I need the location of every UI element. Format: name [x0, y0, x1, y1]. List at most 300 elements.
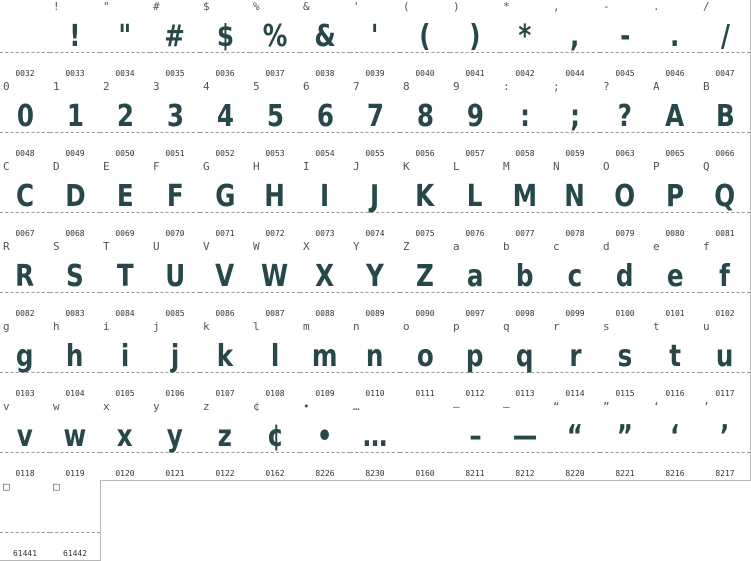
- glyph-preview-text: o: [416, 339, 434, 374]
- glyph-preview: [50, 174, 100, 212]
- glyph-cell-0079[interactable]: [600, 160, 651, 241]
- glyph-cell-0038[interactable]: [300, 0, 351, 81]
- glyph-preview: [0, 334, 50, 372]
- glyph-cell-0073[interactable]: [300, 160, 351, 241]
- glyph-cell-0088[interactable]: [300, 240, 351, 321]
- character-label: !: [53, 0, 60, 13]
- glyph-preview-text: X: [315, 259, 335, 294]
- character-code: 8217: [715, 469, 735, 478]
- glyph-preview: [600, 174, 650, 212]
- character-label: o: [403, 320, 410, 333]
- character-label: ?: [603, 80, 610, 93]
- glyph-preview: [550, 334, 600, 372]
- glyph-preview: [350, 254, 400, 292]
- glyph-preview-text: 9: [466, 99, 484, 134]
- glyph-preview: [350, 94, 400, 132]
- glyph-preview: [0, 254, 50, 292]
- glyph-cell-0112[interactable]: [450, 320, 501, 401]
- glyph-cell-0078[interactable]: [550, 160, 601, 241]
- character-code: 0054: [315, 149, 335, 158]
- glyph-preview: [600, 414, 650, 452]
- character-code: 61442: [62, 549, 88, 558]
- glyph-cell-0053[interactable]: [250, 80, 301, 161]
- glyph-cell-0077[interactable]: [500, 160, 551, 241]
- character-label: e: [653, 240, 660, 253]
- character-label: d: [603, 240, 610, 253]
- glyph-cell-0117[interactable]: [700, 320, 751, 401]
- glyph-cell-8216[interactable]: [650, 400, 701, 481]
- glyph-preview-text: (: [419, 19, 431, 54]
- glyph-preview-text: s: [617, 339, 633, 374]
- glyph-preview: [0, 94, 50, 132]
- glyph-preview-text: 7: [366, 99, 384, 134]
- character-code: 0101: [665, 309, 685, 318]
- glyph-cell-0097[interactable]: [450, 240, 501, 321]
- glyph-preview: [0, 414, 50, 452]
- glyph-preview: [300, 14, 350, 52]
- glyph-preview-text: z: [217, 419, 233, 454]
- glyph-cell-0040[interactable]: [400, 0, 451, 81]
- glyph-cell-0109[interactable]: [300, 320, 351, 401]
- character-code: 0055: [365, 149, 385, 158]
- glyph-cell-0055[interactable]: [350, 80, 401, 161]
- character-label: y: [153, 400, 160, 413]
- character-code: 0063: [615, 149, 635, 158]
- character-code: 0114: [565, 389, 585, 398]
- glyph-preview-text: f: [719, 259, 731, 294]
- character-label: (: [403, 0, 410, 13]
- character-code: 0089: [365, 309, 385, 318]
- glyph-cell-0108[interactable]: [250, 320, 301, 401]
- glyph-preview: [450, 414, 500, 452]
- glyph-preview-text: ¢: [266, 419, 284, 454]
- glyph-cell-0063[interactable]: [600, 80, 651, 161]
- glyph-cell-0121[interactable]: [150, 400, 201, 481]
- character-label: a: [453, 240, 460, 253]
- glyph-cell-0118[interactable]: [0, 400, 51, 481]
- character-code: 0108: [265, 389, 285, 398]
- glyph-preview-text: $: [216, 19, 234, 54]
- glyph-cell-0160[interactable]: [400, 400, 451, 481]
- character-code: 0059: [565, 149, 585, 158]
- glyph-preview: [150, 414, 200, 452]
- character-label: g: [3, 320, 10, 333]
- character-code: 0042: [515, 69, 535, 78]
- character-code: 0081: [715, 229, 735, 238]
- character-code: 0119: [65, 469, 85, 478]
- glyph-preview: [200, 174, 250, 212]
- glyph-cell-0036[interactable]: [200, 0, 251, 81]
- character-label: 8: [403, 80, 410, 93]
- glyph-preview: [700, 174, 750, 212]
- character-label: 2: [103, 80, 110, 93]
- character-code: 0071: [215, 229, 235, 238]
- glyph-preview: [450, 174, 500, 212]
- character-label: B: [703, 80, 710, 93]
- glyph-preview-text: A: [665, 99, 685, 134]
- glyph-cell-0056[interactable]: [400, 80, 451, 161]
- glyph-preview-text: R: [15, 259, 35, 294]
- character-label: L: [453, 160, 460, 173]
- character-label: 4: [203, 80, 210, 93]
- character-label: M: [503, 160, 510, 173]
- glyph-cell-0103[interactable]: [0, 320, 51, 401]
- glyph-preview-text: .: [670, 19, 680, 54]
- character-code: 0038: [315, 69, 335, 78]
- character-code: 0036: [215, 69, 235, 78]
- glyph-cell-0044[interactable]: [550, 0, 601, 81]
- character-label: p: [453, 320, 460, 333]
- glyph-preview: [450, 334, 500, 372]
- glyph-cell-8212[interactable]: [500, 400, 551, 481]
- glyph-cell-0067[interactable]: [0, 160, 51, 241]
- character-label: l: [253, 320, 260, 333]
- glyph-preview-text: m: [312, 339, 338, 374]
- glyph-cell-0059[interactable]: [550, 80, 601, 161]
- character-label: ": [103, 0, 110, 13]
- glyph-preview-text: #: [164, 19, 186, 54]
- glyph-preview-text: e: [666, 259, 684, 294]
- character-code: 0033: [65, 69, 85, 78]
- glyph-preview-text: ': [371, 19, 379, 54]
- character-code: 0072: [265, 229, 285, 238]
- glyph-preview: [200, 334, 250, 372]
- glyph-preview: [250, 94, 300, 132]
- glyph-cell-0082[interactable]: [0, 240, 51, 321]
- glyph-preview: [550, 254, 600, 292]
- glyph-cell-0106[interactable]: [150, 320, 201, 401]
- glyph-cell-0037[interactable]: [250, 0, 301, 81]
- glyph-cell-8211[interactable]: [450, 400, 501, 481]
- glyph-preview-text: p: [466, 339, 484, 374]
- glyph-preview: [400, 174, 450, 212]
- character-label: ¢: [253, 400, 260, 413]
- glyph-cell-0102[interactable]: [700, 240, 751, 321]
- character-code: 8220: [565, 469, 585, 478]
- glyph-cell-0089[interactable]: [350, 240, 401, 321]
- glyph-cell-0115[interactable]: [600, 320, 651, 401]
- glyph-cell-0070[interactable]: [150, 160, 201, 241]
- character-code: 0088: [315, 309, 335, 318]
- glyph-preview: [400, 334, 450, 372]
- glyph-preview: [300, 254, 350, 292]
- glyph-cell-0066[interactable]: [700, 80, 751, 161]
- glyph-preview: [150, 174, 200, 212]
- glyph-cell-0065[interactable]: [650, 80, 701, 161]
- glyph-cell-0075[interactable]: [400, 160, 451, 241]
- glyph-preview: [350, 414, 400, 452]
- glyph-cell-0114[interactable]: [550, 320, 601, 401]
- glyph-preview: [250, 334, 300, 372]
- character-code: 0109: [315, 389, 335, 398]
- glyph-preview: [0, 174, 50, 212]
- glyph-preview-text: g: [16, 339, 34, 374]
- glyph-preview-text: b: [516, 259, 534, 294]
- character-label: j: [153, 320, 160, 333]
- character-code: 0118: [15, 469, 35, 478]
- character-code: 0102: [715, 309, 735, 318]
- glyph-cell-0039[interactable]: [350, 0, 401, 81]
- glyph-cell-0076[interactable]: [450, 160, 501, 241]
- character-label: –: [453, 400, 460, 413]
- glyph-preview-text: ”: [616, 419, 634, 454]
- glyph-preview: [450, 14, 500, 52]
- glyph-cell-0101[interactable]: [650, 240, 701, 321]
- glyph-cell-0074[interactable]: [350, 160, 401, 241]
- character-label: ‘: [653, 400, 660, 413]
- glyph-cell-8220[interactable]: [550, 400, 601, 481]
- character-code: 0034: [115, 69, 135, 78]
- character-label: -: [603, 0, 610, 13]
- glyph-cell-0081[interactable]: [700, 160, 751, 241]
- glyph-cell-0122[interactable]: [200, 400, 251, 481]
- glyph-cell-0072[interactable]: [250, 160, 301, 241]
- glyph-cell-0080[interactable]: [650, 160, 701, 241]
- glyph-cell-0099[interactable]: [550, 240, 601, 321]
- character-label: P: [653, 160, 660, 173]
- character-label: ': [353, 0, 360, 13]
- glyph-preview: [600, 14, 650, 52]
- glyph-preview-text: E: [116, 179, 134, 214]
- character-label: #: [153, 0, 160, 13]
- glyph-preview: [700, 254, 750, 292]
- glyph-preview-text: c: [567, 259, 583, 294]
- glyph-cell-0054[interactable]: [300, 80, 351, 161]
- glyph-preview-text: k: [216, 339, 234, 374]
- glyph-preview-text: &: [314, 19, 336, 54]
- glyph-cell-61442[interactable]: [50, 480, 101, 561]
- character-code: 0068: [65, 229, 85, 238]
- glyph-cell-0119[interactable]: [50, 400, 101, 481]
- glyph-cell-0110[interactable]: [350, 320, 401, 401]
- glyph-preview-text: M: [512, 179, 538, 214]
- character-label: D: [53, 160, 60, 173]
- glyph-preview-text: j: [170, 339, 180, 374]
- glyph-preview: [200, 254, 250, 292]
- glyph-cell-0057[interactable]: [450, 80, 501, 161]
- glyph-preview-text: N: [564, 179, 586, 214]
- glyph-preview: [550, 94, 600, 132]
- glyph-preview-text: ;: [570, 99, 580, 134]
- character-code: 0066: [715, 149, 735, 158]
- character-label: i: [103, 320, 110, 333]
- glyph-preview-text: x: [117, 419, 133, 454]
- character-code: 0162: [265, 469, 285, 478]
- glyph-cell-0032[interactable]: [0, 0, 51, 81]
- glyph-cell-0100[interactable]: [600, 240, 651, 321]
- glyph-preview-text: ,: [570, 19, 580, 54]
- glyph-preview-text: ‘: [670, 419, 680, 454]
- glyph-preview-text: 6: [316, 99, 334, 134]
- glyph-cell-0083[interactable]: [50, 240, 101, 321]
- glyph-cell-8217[interactable]: [700, 400, 751, 481]
- character-code: 0099: [565, 309, 585, 318]
- glyph-cell-0084[interactable]: [100, 240, 151, 321]
- character-code: 0080: [665, 229, 685, 238]
- character-code: 0112: [465, 389, 485, 398]
- glyph-preview: [50, 14, 100, 52]
- glyph-preview: [200, 94, 250, 132]
- glyph-preview: [650, 14, 700, 52]
- glyph-cell-0086[interactable]: [200, 240, 251, 321]
- glyph-preview-text: %: [262, 19, 288, 54]
- glyph-preview-text: —: [512, 419, 538, 454]
- glyph-preview: [400, 14, 450, 52]
- glyph-preview: [500, 174, 550, 212]
- glyph-preview: [500, 254, 550, 292]
- character-code: 8211: [465, 469, 485, 478]
- character-code: 0105: [115, 389, 135, 398]
- glyph-preview-text: v: [16, 419, 34, 454]
- glyph-preview-text: 8: [416, 99, 434, 134]
- glyph-preview-text: Q: [714, 179, 736, 214]
- glyph-preview: [150, 334, 200, 372]
- glyph-preview: [50, 254, 100, 292]
- character-code: 0106: [165, 389, 185, 398]
- character-label: Y: [353, 240, 360, 253]
- glyph-preview-text: a: [466, 259, 484, 294]
- glyph-preview: [700, 94, 750, 132]
- glyph-cell-0104[interactable]: [50, 320, 101, 401]
- character-label: *: [503, 0, 510, 13]
- glyph-cell-0033[interactable]: [50, 0, 101, 81]
- glyph-cell-8230[interactable]: [350, 400, 401, 481]
- glyph-cell-0048[interactable]: [0, 80, 51, 161]
- character-label: R: [3, 240, 10, 253]
- character-label: Q: [703, 160, 710, 173]
- glyph-preview: [450, 254, 500, 292]
- glyph-cell-0041[interactable]: [450, 0, 501, 81]
- glyph-cell-0046[interactable]: [650, 0, 701, 81]
- character-code: 0070: [165, 229, 185, 238]
- character-code: 8216: [665, 469, 685, 478]
- glyph-cell-0045[interactable]: [600, 0, 651, 81]
- character-code: 0083: [65, 309, 85, 318]
- character-code: 0040: [415, 69, 435, 78]
- glyph-preview-text: P: [665, 179, 685, 214]
- glyph-cell-0049[interactable]: [50, 80, 101, 161]
- glyph-cell-0042[interactable]: [500, 0, 551, 81]
- glyph-preview: [100, 414, 150, 452]
- glyph-cell-0069[interactable]: [100, 160, 151, 241]
- glyph-cell-0052[interactable]: [200, 80, 251, 161]
- character-code: 8221: [615, 469, 635, 478]
- character-label: F: [153, 160, 160, 173]
- character-label: E: [103, 160, 110, 173]
- glyph-preview-text: J: [370, 179, 380, 214]
- character-label: J: [353, 160, 360, 173]
- glyph-cell-0111[interactable]: [400, 320, 451, 401]
- glyph-cell-0120[interactable]: [100, 400, 151, 481]
- glyph-preview-text: D: [64, 179, 86, 214]
- glyph-preview: [50, 414, 100, 452]
- glyph-cell-0071[interactable]: [200, 160, 251, 241]
- glyph-preview: [150, 94, 200, 132]
- glyph-preview: [100, 94, 150, 132]
- glyph-preview-text: w: [63, 419, 87, 454]
- glyph-cell-0085[interactable]: [150, 240, 201, 321]
- glyph-cell-0051[interactable]: [150, 80, 201, 161]
- glyph-cell-0116[interactable]: [650, 320, 701, 401]
- glyph-preview-text: t: [669, 339, 681, 374]
- glyph-preview-text: L: [467, 179, 483, 214]
- glyph-preview-text: y: [166, 419, 184, 454]
- glyph-cell-8221[interactable]: [600, 400, 651, 481]
- character-label: &: [303, 0, 310, 13]
- glyph-preview-text: q: [516, 339, 534, 374]
- glyph-preview-text: l: [270, 339, 280, 374]
- character-label: 1: [53, 80, 60, 93]
- character-label: m: [303, 320, 310, 333]
- character-code: 0041: [465, 69, 485, 78]
- glyph-preview: [550, 414, 600, 452]
- character-code: 0067: [15, 229, 35, 238]
- character-code: 0056: [415, 149, 435, 158]
- glyph-preview-text: 2: [116, 99, 134, 134]
- glyph-preview: [500, 14, 550, 52]
- character-code: 0051: [165, 149, 185, 158]
- glyph-preview-text: G: [214, 179, 236, 214]
- character-code: 0074: [365, 229, 385, 238]
- glyph-preview: [650, 94, 700, 132]
- character-code: 0098: [515, 309, 535, 318]
- glyph-cell-0068[interactable]: [50, 160, 101, 241]
- glyph-cell-0034[interactable]: [100, 0, 151, 81]
- glyph-cell-0162[interactable]: [250, 400, 301, 481]
- character-code: 0069: [115, 229, 135, 238]
- character-code: 0113: [515, 389, 535, 398]
- glyph-cell-0098[interactable]: [500, 240, 551, 321]
- glyph-cell-0113[interactable]: [500, 320, 551, 401]
- glyph-preview: [400, 94, 450, 132]
- character-label: r: [553, 320, 560, 333]
- glyph-cell-0035[interactable]: [150, 0, 201, 81]
- glyph-cell-0047[interactable]: [700, 0, 751, 81]
- character-label: k: [203, 320, 210, 333]
- glyph-cell-8226[interactable]: [300, 400, 351, 481]
- glyph-preview: [250, 14, 300, 52]
- glyph-cell-0105[interactable]: [100, 320, 151, 401]
- glyph-preview-text: ": [118, 19, 132, 54]
- character-label: .: [653, 0, 660, 13]
- character-code: 0037: [265, 69, 285, 78]
- character-code: 0084: [115, 309, 135, 318]
- glyph-preview: [500, 334, 550, 372]
- glyph-preview: [400, 254, 450, 292]
- glyph-cell-0090[interactable]: [400, 240, 451, 321]
- glyph-preview: [550, 174, 600, 212]
- baseline-guide: [50, 532, 100, 533]
- character-code: 0032: [15, 69, 35, 78]
- glyph-preview-text: H: [264, 179, 286, 214]
- character-label: ): [453, 0, 460, 13]
- character-label: X: [303, 240, 310, 253]
- character-code: 0050: [115, 149, 135, 158]
- character-label: u: [703, 320, 710, 333]
- character-code: 8230: [365, 469, 385, 478]
- character-label: □: [53, 480, 60, 493]
- glyph-cell-0050[interactable]: [100, 80, 151, 161]
- glyph-cell-61441[interactable]: [0, 480, 51, 561]
- character-code: 0049: [65, 149, 85, 158]
- glyph-preview-text: ’: [720, 419, 730, 454]
- glyph-cell-0058[interactable]: [500, 80, 551, 161]
- character-label: ”: [603, 400, 610, 413]
- character-label: 7: [353, 80, 360, 93]
- glyph-cell-0107[interactable]: [200, 320, 251, 401]
- glyph-cell-0087[interactable]: [250, 240, 301, 321]
- character-code: 0082: [15, 309, 35, 318]
